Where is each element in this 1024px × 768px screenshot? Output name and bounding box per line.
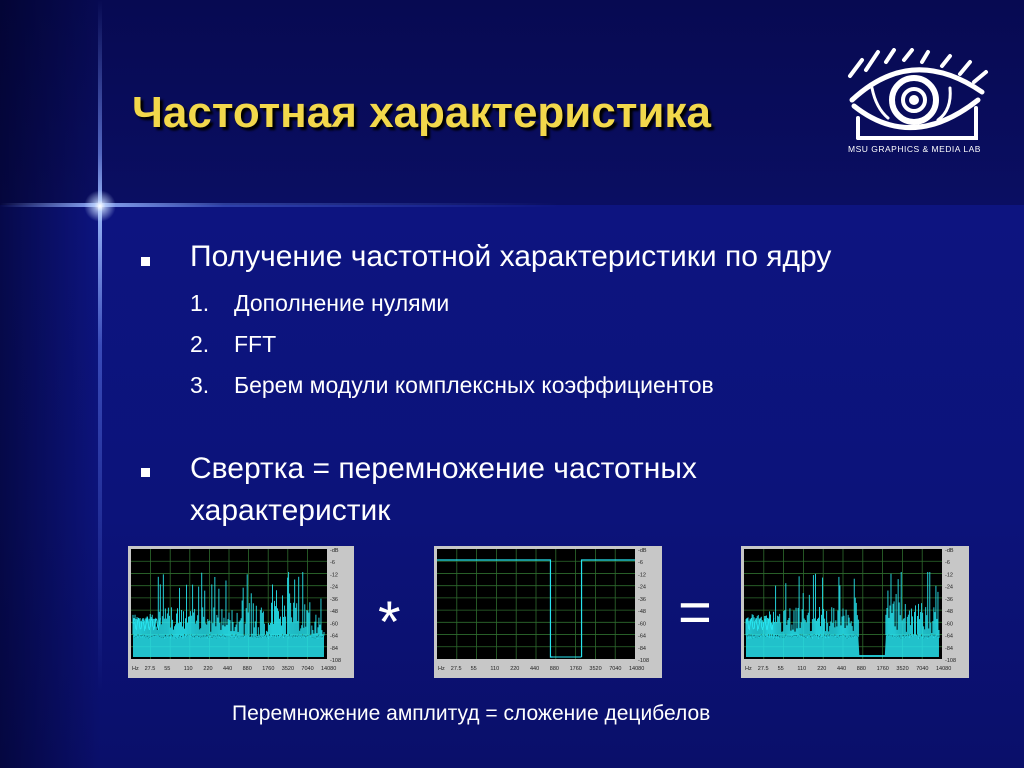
freq-tick-label: 7040 bbox=[916, 666, 929, 672]
db-tick-label: -36 bbox=[638, 596, 646, 603]
freq-tick-label: Hz bbox=[132, 666, 139, 672]
spectrum-panel-result bbox=[741, 546, 969, 678]
db-tick-label: -48 bbox=[945, 609, 953, 616]
db-tick-label: -84 bbox=[945, 645, 953, 652]
list-item-number: 3. bbox=[190, 372, 210, 398]
freq-tick-label: 27.5 bbox=[144, 666, 156, 672]
freq-tick-label: 14080 bbox=[321, 666, 337, 672]
db-tick-label: -6 bbox=[638, 560, 643, 567]
freq-tick-label: 220 bbox=[510, 666, 520, 672]
freq-tick-label: 110 bbox=[797, 666, 807, 672]
msu-eye-logo bbox=[842, 48, 992, 158]
freq-tick-label: 440 bbox=[837, 666, 847, 672]
db-tick-label: -108 bbox=[945, 658, 957, 664]
db-tick-label: -48 bbox=[330, 609, 338, 616]
db-tick-label: -84 bbox=[330, 645, 338, 652]
multiply-operator: * bbox=[378, 590, 401, 655]
freq-tick-label: 7040 bbox=[609, 666, 622, 672]
slide-title: Частотная характеристика bbox=[132, 88, 711, 137]
logo-caption: MSU GRAPHICS & MEDIA LAB bbox=[848, 144, 981, 154]
sparkle-star-icon bbox=[84, 190, 116, 222]
spectrum-graph-signal bbox=[128, 546, 354, 678]
list-item-number: 2. bbox=[190, 331, 210, 357]
db-tick-label: -24 bbox=[330, 584, 338, 591]
bullet-2-text-line2: характеристик bbox=[190, 494, 391, 527]
spectrum-fill bbox=[133, 634, 324, 657]
list-item-text: Дополнение нулями bbox=[234, 290, 450, 316]
freq-tick-label: 1760 bbox=[876, 666, 889, 672]
freq-tick-label: 27.5 bbox=[757, 666, 769, 672]
freq-tick-label: 55 bbox=[777, 666, 784, 672]
freq-tick-label: 3520 bbox=[281, 666, 295, 672]
freq-tick-label: 880 bbox=[242, 666, 252, 672]
db-tick-label: -dB bbox=[945, 548, 954, 554]
db-tick-label: -84 bbox=[638, 645, 646, 652]
spectrum-panel-kernel bbox=[434, 546, 662, 678]
bullet-2-text-line1: Свертка = перемножение частотных bbox=[190, 452, 697, 485]
freq-tick-label: 55 bbox=[470, 666, 477, 672]
db-tick-label: -64 bbox=[638, 633, 646, 640]
sparkle-vertical-line bbox=[98, 0, 102, 768]
list-item-text: FFT bbox=[234, 331, 277, 357]
db-tick-label: -60 bbox=[638, 621, 646, 628]
freq-tick-label: 55 bbox=[164, 666, 171, 672]
db-tick-label: -64 bbox=[330, 633, 338, 640]
db-tick-label: -6 bbox=[330, 560, 335, 567]
freq-tick-label: 880 bbox=[549, 666, 559, 672]
db-tick-label: -dB bbox=[330, 548, 339, 554]
db-tick-label: -60 bbox=[330, 621, 338, 628]
freq-tick-label: 27.5 bbox=[450, 666, 462, 672]
freq-tick-label: 14080 bbox=[936, 666, 952, 672]
db-tick-label: -60 bbox=[945, 621, 953, 628]
db-tick-label: -108 bbox=[638, 658, 650, 664]
freq-tick-label: Hz bbox=[745, 666, 752, 672]
equals-operator: = bbox=[678, 580, 712, 645]
freq-tick-label: 220 bbox=[817, 666, 827, 672]
freq-tick-label: 110 bbox=[490, 666, 500, 672]
db-tick-label: -dB bbox=[638, 548, 647, 554]
spectrum-panel-signal bbox=[128, 546, 354, 678]
spectrum-graph-result bbox=[741, 546, 969, 678]
db-tick-label: -6 bbox=[945, 560, 950, 567]
db-tick-label: -48 bbox=[638, 609, 646, 616]
freq-tick-label: 440 bbox=[530, 666, 540, 672]
db-tick-label: -24 bbox=[945, 584, 953, 591]
list-item-text: Берем модули комплексных коэффициентов bbox=[234, 372, 714, 398]
bullet-1-text: Получение частотной характеристики по ядру bbox=[190, 240, 832, 273]
list-item-number: 1. bbox=[190, 290, 210, 316]
freq-tick-label: Hz bbox=[438, 666, 445, 672]
freq-tick-label: 440 bbox=[223, 666, 233, 672]
db-tick-label: -24 bbox=[638, 584, 646, 591]
db-tick-label: -36 bbox=[330, 596, 338, 603]
freq-tick-label: 1760 bbox=[569, 666, 582, 672]
left-shade bbox=[0, 0, 100, 768]
db-tick-label: -64 bbox=[945, 633, 953, 640]
freq-tick-label: 880 bbox=[856, 666, 866, 672]
spectrum-graph-kernel bbox=[434, 546, 662, 678]
bullet-square-icon bbox=[141, 257, 150, 266]
freq-tick-label: 3520 bbox=[589, 666, 602, 672]
db-tick-label: -12 bbox=[330, 572, 338, 579]
freq-tick-label: 14080 bbox=[629, 666, 645, 672]
freq-tick-label: 7040 bbox=[301, 666, 314, 672]
db-tick-label: -12 bbox=[945, 572, 953, 579]
freq-tick-label: 3520 bbox=[896, 666, 909, 672]
bullet-square-icon bbox=[141, 468, 150, 477]
db-tick-label: -108 bbox=[330, 658, 342, 664]
body-background bbox=[0, 205, 1024, 768]
db-tick-label: -36 bbox=[945, 596, 953, 603]
freq-tick-label: 220 bbox=[203, 666, 213, 672]
slide-caption: Перемножение амплитуд = сложение децибелов bbox=[232, 702, 711, 725]
db-tick-label: -12 bbox=[638, 572, 646, 579]
freq-tick-label: 1760 bbox=[262, 666, 275, 672]
freq-tick-label: 110 bbox=[183, 666, 193, 672]
